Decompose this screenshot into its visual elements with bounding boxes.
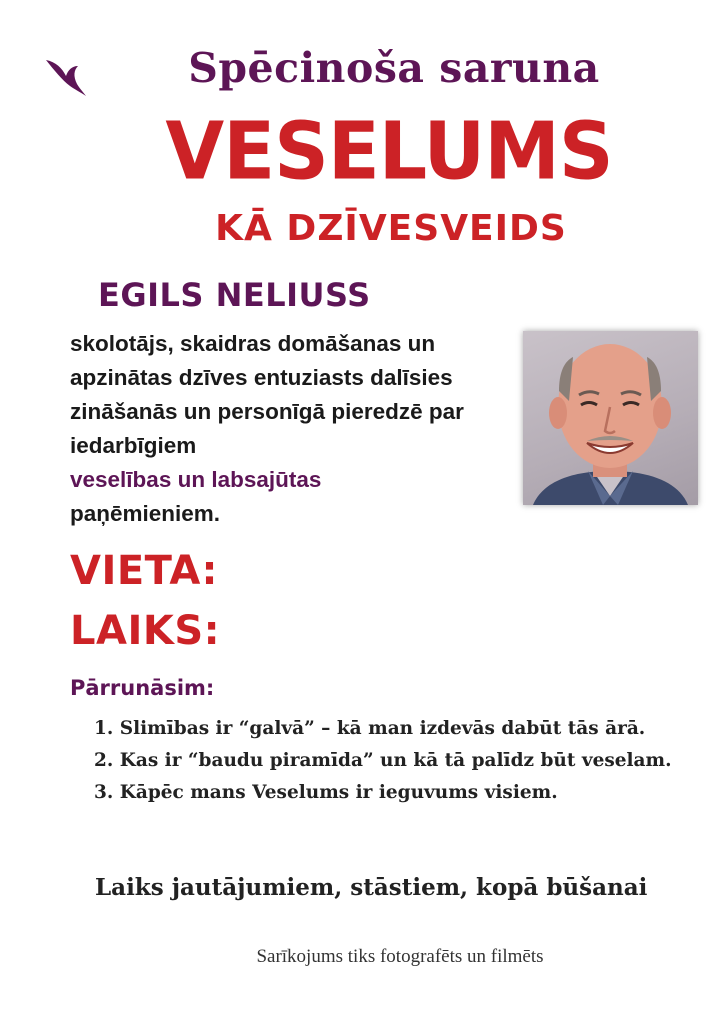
topic-item: 3. Kāpēc mans Veselums ir ieguvums visiem. — [94, 782, 558, 803]
discussion-topics — [70, 716, 700, 812]
event-subtitle: Spēcinoša saruna — [188, 44, 600, 92]
speaker-photo — [523, 331, 698, 505]
topic-item: 1. Slimības ir “galvā” – kā man izdevās dabūt tās ārā. — [94, 718, 646, 739]
place-label: VIETA: — [70, 548, 219, 594]
topic-item: 2. Kas ir “baudu piramīda” un kā tā palīdz būt veselam. — [94, 750, 672, 771]
bio-text-end: paņēmieniem. — [70, 501, 221, 526]
discussion-heading: Pārrunāsim: — [70, 676, 215, 700]
speaker-name: EGILS NELIUSS — [98, 276, 371, 314]
event-title-line2: KĀ DZĪVESVEIDS — [215, 208, 567, 249]
time-label: LAIKS: — [70, 608, 221, 654]
closing-line: Laiks jautājumiem, stāstiem, kopā būšanai — [95, 874, 648, 901]
bio-highlight: veselības un labsajūtas — [70, 467, 322, 492]
speaker-bio — [70, 327, 520, 531]
bio-text: skolotājs, skaidras domāšanas un apzinātas dzīves entuziasts dalīsies zināšanās un personīgā pieredzē par iedarbīgiem — [70, 331, 464, 458]
portrait-illustration — [523, 331, 698, 505]
recording-notice: Sarīkojums tiks fotografēts un filmēts — [256, 946, 544, 967]
event-title: VESELUMS — [165, 103, 613, 198]
